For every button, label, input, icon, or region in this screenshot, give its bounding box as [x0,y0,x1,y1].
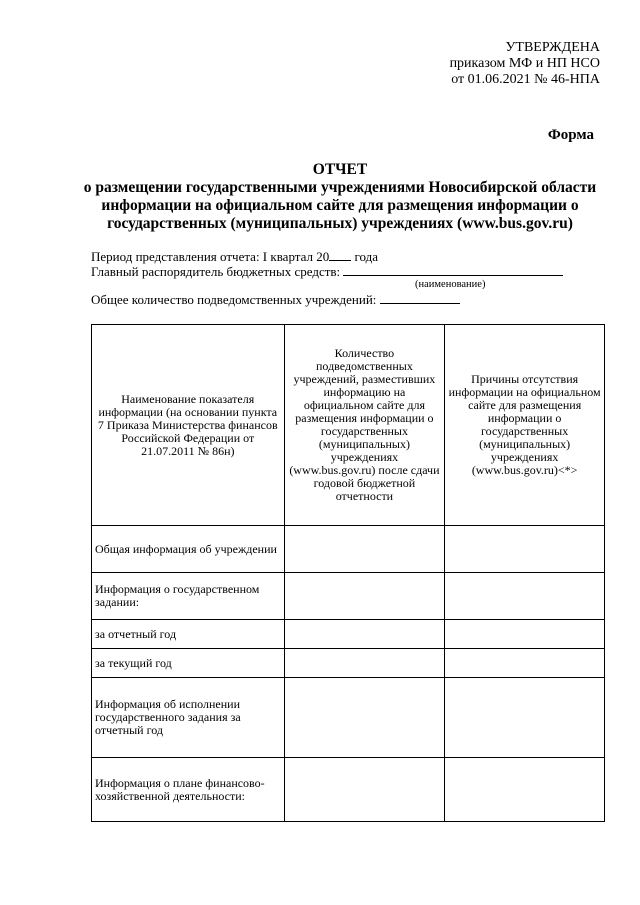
period-row [91,249,611,264]
row-count-cell[interactable] [284,620,445,649]
row-label: за отчетный год [92,620,285,649]
manager-row [91,264,611,279]
row-reason-cell[interactable] [445,649,605,678]
header-row [92,325,605,526]
row-label: Общая информация об учреждении [92,526,285,573]
table-row [92,678,605,758]
period-label: Период представления отчета: I квартал 20 [91,249,330,264]
row-count-cell[interactable] [284,526,445,573]
count-row [91,292,611,307]
header-indicator: Наименование показателя информации (на основании пункта 7 Приказа Министерства финансов Российской Федерации от 21.07.2011 № 86н) [92,325,285,526]
approval-line-1: УТВЕРЖДЕНА [505,40,600,55]
row-count-cell[interactable] [284,649,445,678]
period-suffix: года [351,249,379,264]
document-title [60,161,620,233]
row-count-cell[interactable] [284,573,445,620]
table-row [92,573,605,620]
manager-label: Главный распорядитель бюджетных средств: [91,264,341,279]
row-label: Информация о плане финансово-хозяйственной деятельности: [92,758,285,822]
manager-hint: (наименование) [415,279,486,290]
form-label: Форма [547,127,594,143]
approval-line-2: приказом МФ и НП НСО [449,56,600,71]
row-count-cell[interactable] [284,758,445,822]
row-reason-cell[interactable] [445,758,605,822]
approval-stamp [360,40,600,88]
period-year-blank[interactable] [329,249,351,261]
row-label: за текущий год [92,649,285,678]
row-reason-cell[interactable] [445,526,605,573]
title-line-1: ОТЧЕТ [312,161,368,178]
table-row [92,620,605,649]
approval-line-3: от 01.06.2021 № 46-НПА [451,72,600,87]
row-count-cell[interactable] [284,678,445,758]
title-line-3: информации на официальном сайте для размещения информации о [101,197,579,214]
row-reason-cell[interactable] [445,573,605,620]
row-label: Информация о государственном задании: [92,573,285,620]
manager-name-blank[interactable] [343,264,563,276]
row-reason-cell[interactable] [445,678,605,758]
report-table [91,324,605,822]
table-row [92,526,605,573]
count-blank[interactable] [380,292,460,304]
header-reason: Причины отсутствия информации на официальном сайте для размещения информации о государственных (муниципальных) учреждениях (www.bus.gov.ru)<*> [445,325,605,526]
report-meta [91,249,611,307]
count-label: Общее количество подведомственных учреждений: [91,292,377,307]
row-label: Информация об исполнении государственного задания за отчетный год [92,678,285,758]
title-line-4: государственных (муниципальных) учреждениях (www.bus.gov.ru) [107,215,573,232]
table-row [92,758,605,822]
title-line-2: о размещении государственными учреждениями Новосибирской области [83,179,597,196]
row-reason-cell[interactable] [445,620,605,649]
header-count: Количество подведомственных учреждений, разместивших информацию на официальном сайте для размещения информации о государственных (муниципальных) учреждениях (www.bus.gov.ru) после сдачи годовой бюджетной отчетности [284,325,445,526]
table-row [92,649,605,678]
